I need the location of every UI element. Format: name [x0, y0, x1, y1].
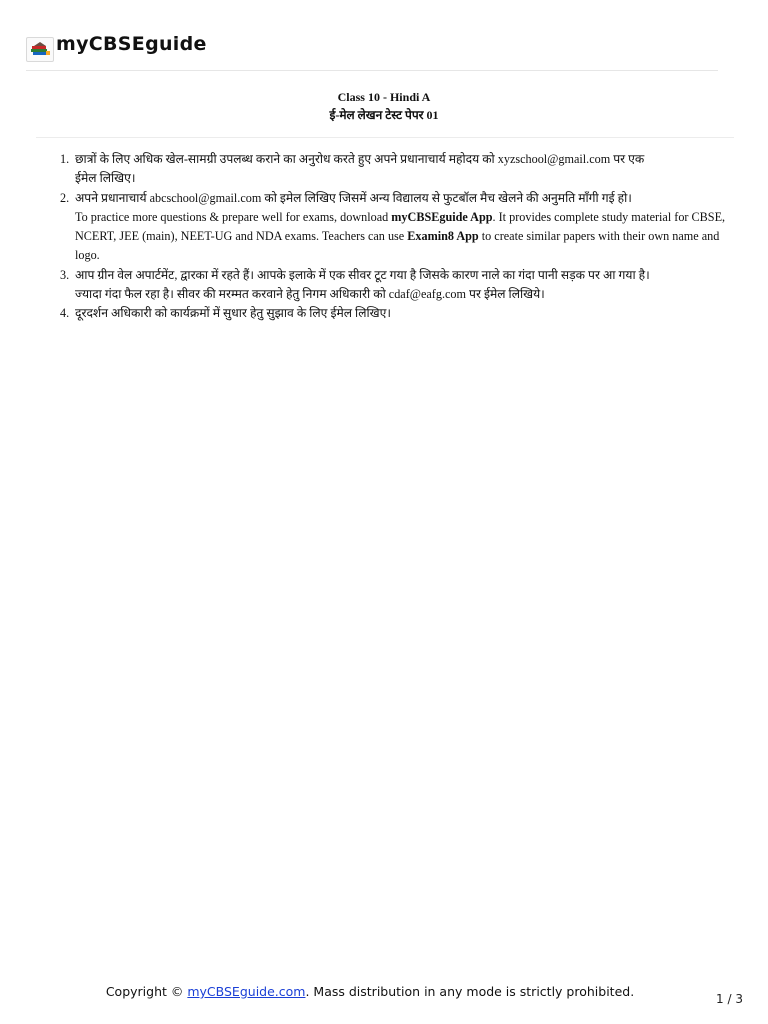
- question-text: ईमेल लिखिए।: [75, 171, 136, 186]
- test-paper-title: ई-मेल लेखन टेस्ट पेपर 01: [329, 108, 439, 122]
- question-text: अपने प्रधानाचार्य abcschool@gmail.com को इमेल लिखिए जिसमें अन्य विद्यालय से फुटबॉल मैच खेलने की अनुमति माँगी गई हो।: [75, 190, 632, 205]
- promo-text: [75, 208, 730, 266]
- document-title: [0, 88, 768, 124]
- promo-part: to create similar papers with their own name and logo.: [75, 229, 720, 263]
- brand-name: myCBSEguide: [56, 33, 207, 55]
- question-item: [60, 304, 730, 323]
- page-header: [26, 32, 718, 71]
- question-text: आप ग्रीन वेल अपार्टमेंट, द्वारका में रहते हैं। आपके इलाके में एक सीवर टूट गया है जिसके कारण नाले का गंदा पानी सड़क पर आ गया है।: [75, 267, 650, 282]
- app-name: myCBSEguide App: [391, 209, 493, 224]
- copyright-footer: [0, 984, 740, 999]
- class-subject-title: Class 10 - Hindi A: [337, 90, 431, 104]
- question-text: छात्रों के लिए अधिक खेल-सामग्री उपलब्ध कराने का अनुरोध करते हुए अपने प्रधानाचार्य महोदय को xyzschool@gmail.com पर एक: [75, 152, 645, 166]
- copyright-prefix: Copyright ©: [105, 984, 188, 999]
- question-item: [60, 189, 730, 266]
- question-item: [60, 266, 730, 305]
- question-list: [60, 150, 730, 324]
- app-name: Examin8 App: [407, 229, 479, 244]
- divider: [36, 137, 734, 138]
- page-number: 1 / 3: [716, 992, 743, 1006]
- site-link[interactable]: myCBSEguide.com: [187, 984, 306, 999]
- question-number: 2.: [60, 190, 70, 205]
- question-number: 3.: [60, 267, 70, 282]
- question-text: दूरदर्शन अधिकारी को कार्यक्रमों में सुधार हेतु सुझाव के लिए ईमेल लिखिए।: [75, 306, 391, 321]
- question-item: [60, 150, 730, 189]
- question-number: 1.: [60, 152, 70, 166]
- logo: [26, 37, 54, 62]
- question-number: 4.: [60, 306, 70, 321]
- copyright-suffix: . Mass distribution in any mode is strictly prohibited.: [305, 984, 635, 999]
- question-text: ज्यादा गंदा फैल रहा है। सीवर की मरम्मत करवाने हेतु निगम अधिकारी को cdaf@eafg.com पर ईमेल लिखिये।: [75, 287, 545, 302]
- promo-part: To practice more questions & prepare well for exams, download: [75, 209, 392, 224]
- promo-part: . It provides complete study material for CBSE, NCERT, JEE (main), NEET-UG and NDA exams. Teachers can use: [75, 209, 726, 244]
